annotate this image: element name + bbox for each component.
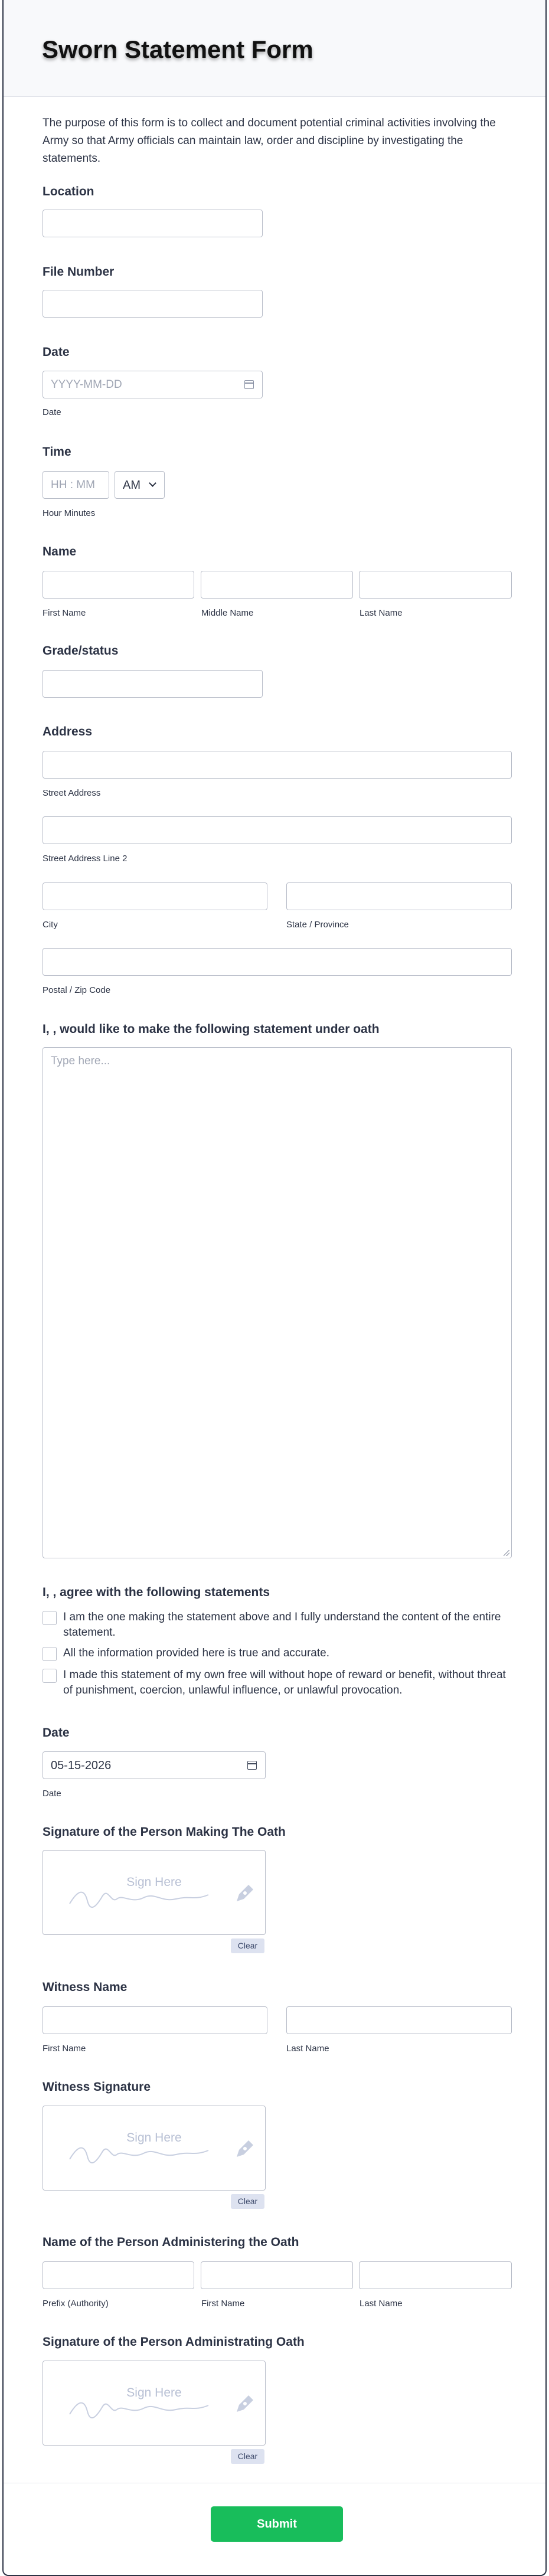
file-number-input[interactable] xyxy=(43,290,263,318)
admin-first-name-input[interactable] xyxy=(201,2261,353,2289)
agree-option-1-text: I am the one making the statement above and I fully understand the content of the entire statement. xyxy=(63,1611,501,1639)
date-label: Date xyxy=(43,345,70,359)
first-name-sublabel: First Name xyxy=(43,608,86,618)
last-name-input[interactable] xyxy=(359,571,512,599)
witness-last-name-sublabel: Last Name xyxy=(286,2044,329,2054)
admin-signature-label: Signature of the Person Administrating Oath xyxy=(43,2335,305,2349)
location-input[interactable] xyxy=(43,210,263,237)
witness-signature-label: Witness Signature xyxy=(43,2080,151,2094)
date-2-sublabel: Date xyxy=(43,1789,61,1799)
ampm-value: AM xyxy=(123,479,140,492)
date-2-input[interactable] xyxy=(43,1751,266,1779)
signature-scribble-icon xyxy=(67,1886,244,1910)
resize-handle-icon[interactable] xyxy=(504,1550,509,1556)
statement-textarea[interactable] xyxy=(43,1047,512,1558)
form-intro: The purpose of this form is to collect and document potential criminal activities involving the Army so that Army officials can maintain law, order and discipline by investigating the statements. xyxy=(43,117,496,165)
calendar-icon[interactable] xyxy=(244,380,254,389)
name-label: Name xyxy=(43,545,77,558)
form-header xyxy=(4,0,545,97)
agree-option-3-text: I made this statement of my own free will without hope of reward or benefit, without threat of punishment, coercion, unlawful influence, or unlawful provocation. xyxy=(63,1669,506,1696)
checkbox-icon[interactable] xyxy=(43,1611,57,1625)
witness-first-name-input[interactable] xyxy=(43,2006,267,2034)
admin-signature-pad[interactable] xyxy=(43,2361,266,2446)
address-label: Address xyxy=(43,725,93,738)
pen-icon xyxy=(233,2137,257,2160)
admin-first-name-sublabel: First Name xyxy=(201,2299,245,2309)
pen-icon xyxy=(233,2392,257,2415)
admin-prefix-sublabel: Prefix (Authority) xyxy=(43,2299,109,2309)
witness-last-name-input[interactable] xyxy=(286,2006,512,2034)
file-number-label: File Number xyxy=(43,265,115,279)
witness-signature-pad[interactable] xyxy=(43,2106,266,2191)
form-title: Sworn Statement Form xyxy=(42,35,313,63)
location-label: Location xyxy=(43,185,94,198)
admin-last-name-sublabel: Last Name xyxy=(360,2299,403,2309)
witness-first-name-sublabel: First Name xyxy=(43,2044,86,2054)
signature-1-label: Signature of the Person Making The Oath xyxy=(43,1825,286,1839)
pen-icon xyxy=(233,1881,257,1905)
sign-here-text: Sign Here xyxy=(126,2386,182,2400)
witness-name-label: Witness Name xyxy=(43,1980,128,1994)
submit-button[interactable]: Submit xyxy=(211,2506,343,2542)
signature-scribble-icon xyxy=(67,2397,244,2420)
clear-witness-signature-button[interactable]: Clear xyxy=(231,2194,264,2209)
state-input[interactable] xyxy=(286,882,512,910)
statement-placeholder: Type here... xyxy=(51,1055,110,1067)
checkbox-icon[interactable] xyxy=(43,1647,57,1661)
grade-input[interactable] xyxy=(43,670,263,698)
sign-here-text: Sign Here xyxy=(126,2131,182,2145)
admin-last-name-input[interactable] xyxy=(359,2261,512,2289)
agree-label: I, , agree with the following statements xyxy=(43,1586,270,1599)
city-sublabel: City xyxy=(43,920,58,930)
chevron-down-icon xyxy=(149,479,156,487)
time-placeholder: HH : MM xyxy=(51,479,95,491)
date-placeholder: YYYY-MM-DD xyxy=(51,378,122,391)
street-address-input[interactable] xyxy=(43,751,512,779)
date-2-label: Date xyxy=(43,1726,70,1740)
time-sublabel: Hour Minutes xyxy=(43,508,96,518)
city-input[interactable] xyxy=(43,882,267,910)
middle-name-sublabel: Middle Name xyxy=(201,608,254,618)
sign-here-text: Sign Here xyxy=(126,1875,182,1889)
clear-admin-signature-button[interactable]: Clear xyxy=(231,2449,264,2464)
grade-label: Grade/status xyxy=(43,644,119,658)
date-2-value: 05-15-2026 xyxy=(51,1759,112,1772)
last-name-sublabel: Last Name xyxy=(360,608,403,618)
checkbox-icon[interactable] xyxy=(43,1669,57,1683)
calendar-icon[interactable] xyxy=(247,1761,257,1770)
zip-input[interactable] xyxy=(43,948,512,976)
clear-signature-1-button[interactable]: Clear xyxy=(231,1938,264,1953)
middle-name-input[interactable] xyxy=(201,571,353,599)
agree-option-2-text: All the information provided here is true and accurate. xyxy=(63,1647,329,1659)
street-address-sublabel: Street Address xyxy=(43,788,101,798)
admin-name-label: Name of the Person Administering the Oath xyxy=(43,2235,299,2249)
time-label: Time xyxy=(43,445,71,459)
date-sublabel: Date xyxy=(43,407,61,417)
street-address-2-input[interactable] xyxy=(43,816,512,844)
signature-scribble-icon xyxy=(67,2142,244,2165)
signature-1-pad[interactable] xyxy=(43,1850,266,1935)
statement-label: I, , would like to make the following statement under oath xyxy=(43,1022,380,1036)
first-name-input[interactable] xyxy=(43,571,194,599)
admin-prefix-input[interactable] xyxy=(43,2261,194,2289)
zip-sublabel: Postal / Zip Code xyxy=(43,985,111,995)
ampm-select[interactable] xyxy=(115,471,165,499)
street-address-2-sublabel: Street Address Line 2 xyxy=(43,854,128,864)
state-sublabel: State / Province xyxy=(286,920,349,930)
date-input[interactable] xyxy=(43,371,263,398)
time-input[interactable] xyxy=(43,471,109,499)
